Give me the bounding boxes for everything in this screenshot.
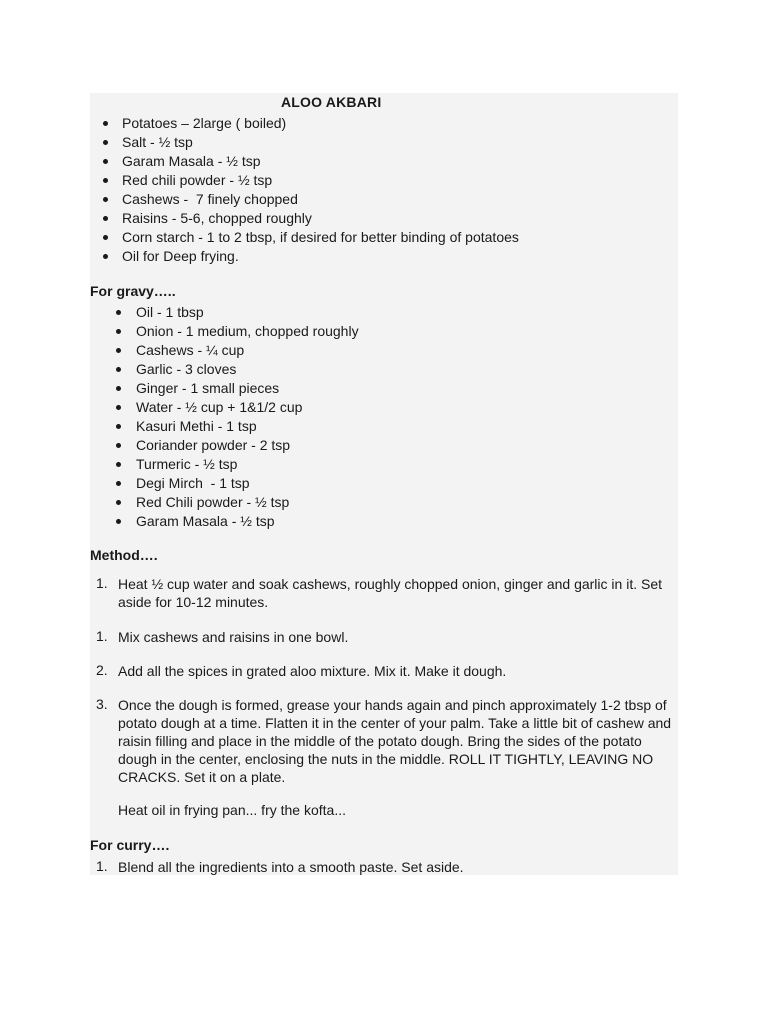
bullet-icon bbox=[116, 424, 121, 429]
gravy-heading: For gravy….. bbox=[90, 283, 176, 299]
list-item: Coriander powder - 2 tsp bbox=[90, 436, 678, 455]
bullet-icon bbox=[116, 405, 121, 410]
list-item: Cashews - 7 finely chopped bbox=[90, 190, 678, 209]
bullet-icon bbox=[116, 443, 121, 448]
list-item: Degi Mirch - 1 tsp bbox=[90, 474, 678, 493]
list-item: Red Chili powder - ½ tsp bbox=[90, 493, 678, 512]
list-item: Kasuri Methi - 1 tsp bbox=[90, 417, 678, 436]
list-item: Oil for Deep frying. bbox=[90, 247, 678, 266]
bullet-icon bbox=[103, 178, 108, 183]
step-text: Blend all the ingredients into a smooth paste. Set aside. bbox=[118, 859, 464, 875]
list-item: Ginger - 1 small pieces bbox=[90, 379, 678, 398]
recipe-title: ALOO AKBARI bbox=[281, 94, 382, 110]
step-number: 3. bbox=[96, 696, 108, 712]
list-item: Garlic - 3 cloves bbox=[90, 360, 678, 379]
ingredients-list bbox=[90, 114, 678, 266]
bullet-icon bbox=[116, 310, 121, 315]
bullet-icon bbox=[116, 519, 121, 524]
curry-heading: For curry…. bbox=[90, 837, 170, 853]
gravy-list bbox=[90, 303, 678, 531]
list-item: Water - ½ cup + 1&1/2 cup bbox=[90, 398, 678, 417]
list-item: Corn starch - 1 to 2 tbsp, if desired for better binding of potatoes bbox=[90, 228, 678, 247]
step-number: 1. bbox=[96, 858, 108, 874]
step-text: Once the dough is formed, grease your hands again and pinch approximately 1-2 tbsp of potato dough at a time. Flatten it in the center of your palm. Take a little bit of cashew and raisin filling and place in the middle of the potato dough. Bring the sides of the potato dough in the center, enclosing the nuts in the middle. ROLL IT TIGHTLY, LEAVING NO CRACKS. Set it on a plate. bbox=[118, 697, 672, 785]
list-item: Garam Masala - ½ tsp bbox=[90, 152, 678, 171]
recipe-content bbox=[90, 93, 678, 875]
list-item: Red chili powder - ½ tsp bbox=[90, 171, 678, 190]
bullet-icon bbox=[103, 197, 108, 202]
step-text: Add all the spices in grated aloo mixture. Mix it. Make it dough. bbox=[118, 663, 507, 679]
list-item: Onion - 1 medium, chopped roughly bbox=[90, 322, 678, 341]
step-number: 2. bbox=[96, 662, 108, 678]
list-item: Potatoes – 2large ( boiled) bbox=[90, 114, 678, 133]
step-number: 1. bbox=[96, 628, 108, 644]
bullet-icon bbox=[116, 500, 121, 505]
step-text: Mix cashews and raisins in one bowl. bbox=[118, 629, 349, 645]
method-heading: Method…. bbox=[90, 547, 158, 563]
list-item: Garam Masala - ½ tsp bbox=[90, 512, 678, 531]
list-item: Cashews - ¼ cup bbox=[90, 341, 678, 360]
step-text: Heat oil in frying pan... fry the kofta... bbox=[118, 802, 346, 818]
bullet-icon bbox=[103, 159, 108, 164]
bullet-icon bbox=[116, 386, 121, 391]
bullet-icon bbox=[116, 367, 121, 372]
bullet-icon bbox=[103, 254, 108, 259]
step-number: 1. bbox=[96, 575, 108, 591]
bullet-icon bbox=[103, 235, 108, 240]
list-item: Raisins - 5-6, chopped roughly bbox=[90, 209, 678, 228]
bullet-icon bbox=[116, 481, 121, 486]
bullet-icon bbox=[103, 121, 108, 126]
bullet-icon bbox=[116, 348, 121, 353]
list-item: Turmeric - ½ tsp bbox=[90, 455, 678, 474]
bullet-icon bbox=[103, 140, 108, 145]
list-item: Oil - 1 tbsp bbox=[90, 303, 678, 322]
bullet-icon bbox=[116, 462, 121, 467]
list-item: Salt - ½ tsp bbox=[90, 133, 678, 152]
step-text: Heat ½ cup water and soak cashews, roughly chopped onion, ginger and garlic in it. Set aside for 10-12 minutes. bbox=[118, 576, 662, 610]
bullet-icon bbox=[103, 216, 108, 221]
bullet-icon bbox=[116, 329, 121, 334]
